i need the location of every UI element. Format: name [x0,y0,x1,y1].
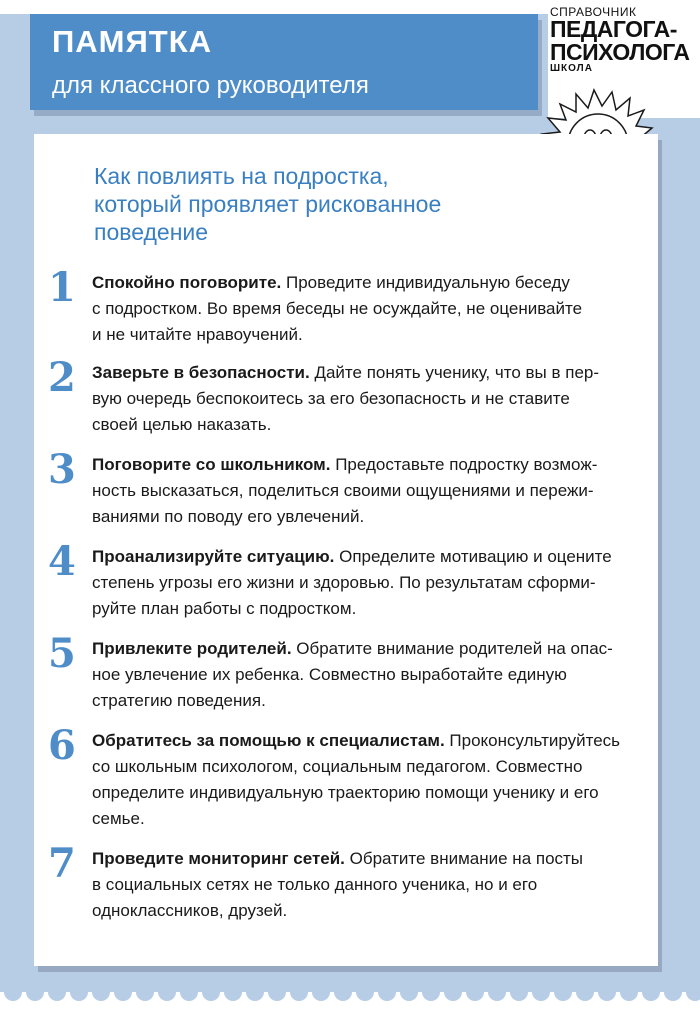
scallop-dot [92,983,110,1001]
item-heading: Проведите мониторинг сетей. [92,849,345,868]
item-line: Обратите внимание родителей на опас- [291,639,613,658]
memo-card [34,134,658,966]
scallop-dot [532,983,550,1001]
scallop-dot [620,983,638,1001]
item-number: 6 [48,722,76,769]
scallop-dot [400,983,418,1001]
scallop-dot [466,983,484,1001]
publisher-logo [550,6,698,74]
item-number: 3 [48,446,76,493]
item-text [92,544,640,622]
header-subtitle: для классного руководителя [52,72,369,99]
item-line: ное увлечение их ребенка. Совместно выработайте единую [92,665,567,684]
item-number: 5 [48,630,76,677]
item-text [92,270,640,348]
item-line: степень угрозы его жизни и здоровью. По результатам сформи- [92,573,596,592]
scallop-dot [268,983,286,1001]
item-line: своей целью наказать. [92,415,272,434]
item-line: вую очередь беспокоитесь за его безопасность и не ставите [92,389,570,408]
logo-line-4: ШКОЛА [550,63,593,74]
logo-line-3: ПСИХОЛОГА [550,39,690,65]
scallop-dot [290,983,308,1001]
item-line: Определите мотивацию и оцените [334,547,612,566]
scallop-dot [422,983,440,1001]
item-line: Проконсультируйтесь [444,731,621,750]
scallop-dot [48,983,66,1001]
item-number: 4 [48,538,76,585]
scallop-dot [180,983,198,1001]
item-text [92,636,640,714]
item-line: определите индивидуальную траекторию помощи ученику и его [92,783,599,802]
scallop-dot [26,983,44,1001]
scallop-dot [312,983,330,1001]
item-text [92,846,640,924]
item-heading: Проанализируйте ситуацию. [92,547,335,566]
item-line: ность высказаться, поделиться своими ощущениями и пережи- [92,481,594,500]
scallop-dot [334,983,352,1001]
scallop-dot [554,983,572,1001]
item-text [92,452,640,530]
item-heading: Заверьте в безопасности. [92,363,310,382]
scallop-dot [202,983,220,1001]
scallop-dot [114,983,132,1001]
item-line: руйте план работы с подростком. [92,599,357,618]
item-line: семье. [92,809,145,828]
item-number: 7 [48,840,76,887]
item-line: Предоставьте подростку возмож- [330,455,598,474]
scallop-dot [158,983,176,1001]
item-line: в социальных сетях не только данного ученика, но и его [92,875,538,894]
item-line: стратегию поведения. [92,691,266,710]
scallop-dot [136,983,154,1001]
card-title-line-2: который проявляет рискованное [94,191,442,217]
item-line: с подростком. Во время беседы не осуждайте, не оценивайте [92,299,583,318]
card-title-line-1: Как повлиять на подростка, [94,163,389,189]
scallop-dot [488,983,506,1001]
scallop-dot [4,983,22,1001]
scallop-dot [510,983,528,1001]
item-heading: Поговорите со школьником. [92,455,331,474]
scallop-dot [598,983,616,1001]
logo-line-2: ПЕДАГОГА- [550,16,677,42]
item-line: ваниями по поводу его увлечений. [92,507,365,526]
item-line: Проведите индивидуальную беседу [281,273,570,292]
item-line: одноклассников, друзей. [92,901,288,920]
scallop-dot [70,983,88,1001]
logo-line-1: СПРАВОЧНИК [550,5,637,19]
header-title: ПАМЯТКА [52,24,213,59]
item-line: со школьным психологом, социальным педагогом. Совместно [92,757,583,776]
scallop-dot [444,983,462,1001]
scallop-dot [576,983,594,1001]
item-heading: Спокойно поговорите. [92,273,282,292]
item-heading: Привлеките родителей. [92,639,292,658]
scallop-dot [224,983,242,1001]
item-number: 1 [48,264,76,311]
scallop-dot [378,983,396,1001]
dotted-footer-edge [0,992,700,1026]
item-line: Обратите внимание на посты [344,849,584,868]
item-number: 2 [48,354,76,401]
item-line: Дайте понять ученику, что вы в пер- [309,363,600,382]
header-banner [30,14,538,110]
item-line: и не читайте нравоучений. [92,325,303,344]
item-text [92,360,640,438]
scallop-dot [686,983,700,1001]
scallop-dot [642,983,660,1001]
item-heading: Обратитесь за помощью к специалистам. [92,731,445,750]
scallop-dot [356,983,374,1001]
card-title [94,162,534,246]
scallop-dot [246,983,264,1001]
card-title-line-3: поведение [94,219,209,245]
item-text [92,728,640,832]
scallop-dot [664,983,682,1001]
